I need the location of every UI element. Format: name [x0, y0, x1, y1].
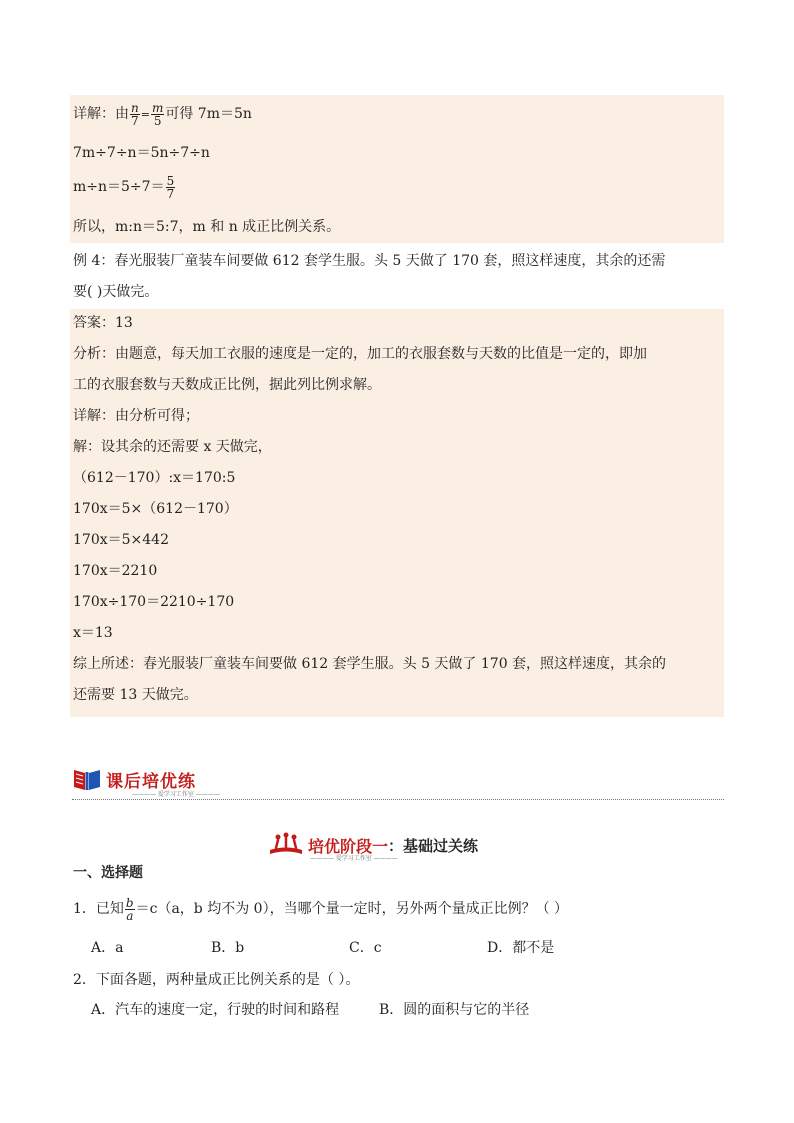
solution-line-4: 170x＝5×442 [73, 532, 169, 548]
q1-option-d[interactable]: D．都不是 [487, 940, 555, 956]
solution-line-6: 170x÷170＝2210÷170 [73, 594, 235, 610]
detail-line-2: 7m÷7÷n＝5n÷7÷n [73, 145, 210, 161]
solution-line-5: 170x＝2210 [73, 563, 158, 579]
example-4-line-1: 例 4：春光服装厂童装车间要做 612 套学生服。头 5 天做了 170 套，照这样速度，其余的还需 [73, 253, 666, 269]
fraction-denominator: 7 [131, 113, 139, 128]
fraction-b-over-a [125, 897, 135, 922]
banner-subtitle: ———— 爱学习工作室 ———— [132, 791, 220, 798]
q1-option-c[interactable]: C．c [349, 940, 382, 956]
detail-line-3 [73, 174, 724, 200]
fraction-numerator: n [131, 100, 139, 115]
detail-line-1 [73, 101, 724, 128]
fraction-numerator: m [151, 100, 164, 115]
question-1 [73, 896, 724, 922]
solution-line-1: 解：设其余的还需要 x 天做完， [73, 439, 272, 455]
q1-option-b[interactable]: B．b [211, 940, 245, 956]
question-1-text: ＝c（a，b 均不为 0），当哪个量一定时，另外两个量成正比例？（ ） [135, 901, 569, 917]
open-book-icon [72, 766, 102, 792]
fraction-denominator: a [126, 908, 134, 923]
summary-line-1: 综上所述：春光服装厂童装车间要做 612 套学生服。头 5 天做了 170 套，照这样速度，其余的 [73, 656, 667, 672]
stage-heading [268, 830, 478, 860]
q1-option-a[interactable]: A．a [91, 940, 124, 956]
detail-line-4: 所以，m:n＝5:7，m 和 n 成正比例关系。 [73, 219, 341, 235]
analysis-line-2: 工的衣服套数与天数成正比例，据此列比例求解。 [73, 377, 381, 393]
q2-option-a[interactable]: A．汽车的速度一定，行驶的时间和路程 [91, 1002, 340, 1018]
solution-line-7: x＝13 [73, 625, 113, 641]
dotted-divider [72, 799, 724, 800]
question-1-lead: 1．已知 [73, 901, 124, 917]
section-heading: 一、选择题 [73, 865, 143, 881]
fraction-denominator: 7 [166, 186, 175, 201]
people-book-icon [268, 832, 304, 858]
analysis-line-1: 分析：由题意，每天加工衣服的速度是一定的，加工的衣服套数与天数的比值是一定的，即加 [73, 346, 647, 362]
stage-caption: ———— 爱学习工作室 ———— [310, 855, 398, 862]
fraction-denominator: 5 [153, 113, 162, 128]
section-banner [72, 764, 220, 798]
fraction-5-over-7 [166, 175, 176, 200]
solution-line-2: （612－170）:x＝170:5 [73, 470, 236, 486]
answer-line: 答案：13 [73, 315, 133, 331]
summary-line-2: 还需要 13 天做完。 [73, 687, 198, 703]
fraction-numerator: b [125, 895, 134, 910]
detail-result: 可得 7m＝5n [165, 106, 252, 122]
solution-line-3: 170x＝5×（612－170） [73, 501, 238, 517]
equals-sign: = [140, 108, 150, 121]
question-2: 2．下面各题，两种量成正比例关系的是（ ）。 [73, 972, 360, 988]
banner-title: 课后培优练 [106, 771, 196, 792]
detail-label: 详解：由 [73, 106, 129, 122]
example-4-line-2: 要( )天做完。 [73, 284, 159, 300]
detail-expression: m÷n＝5÷7＝ [73, 179, 165, 195]
stage-subtitle-text: ：基础过关练 [388, 836, 479, 855]
detail-line-5: 详解：由分析可得； [73, 408, 199, 424]
stage-title: 培优阶段一 [308, 836, 389, 856]
q2-option-b[interactable]: B．圆的面积与它的半径 [379, 1002, 530, 1018]
fraction-n-over-7 [130, 102, 140, 127]
fraction-numerator: 5 [166, 173, 175, 188]
fraction-m-over-5 [151, 102, 164, 127]
